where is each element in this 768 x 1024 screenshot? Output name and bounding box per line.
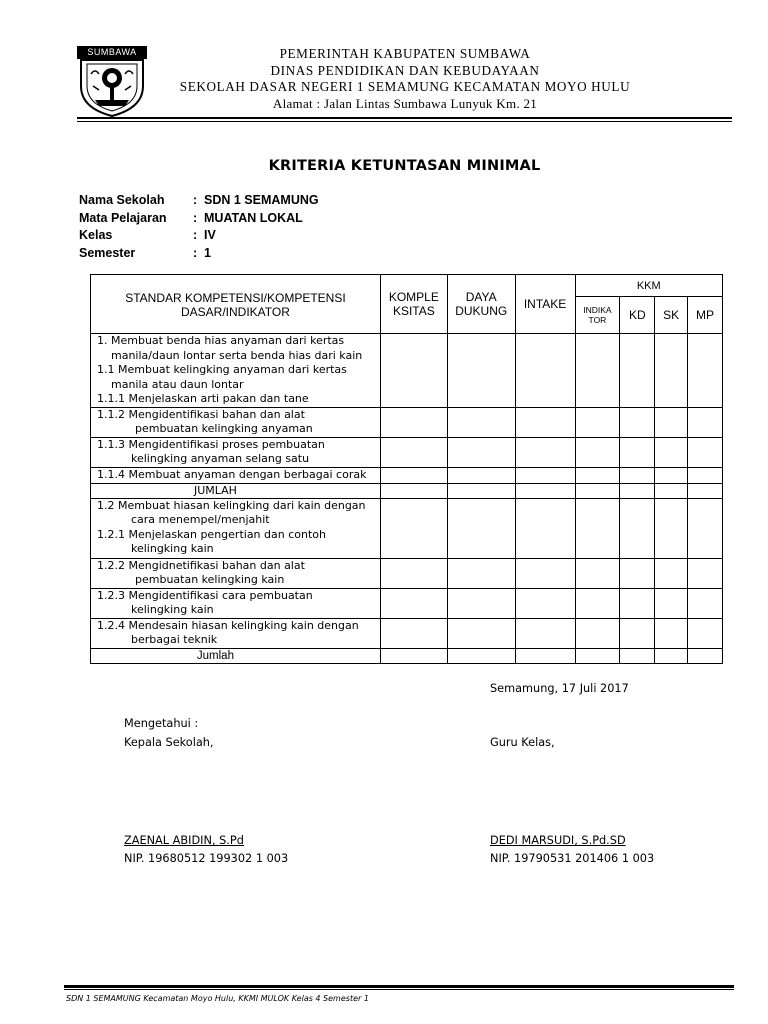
indicator-cell: 1.1.4 Membuat anyaman dengan berbagai corak <box>91 467 381 483</box>
score-cell[interactable] <box>447 437 515 467</box>
score-cell[interactable] <box>515 618 575 648</box>
table-row <box>91 558 723 588</box>
score-cell[interactable] <box>620 334 655 408</box>
score-cell[interactable] <box>575 437 620 467</box>
sign-guru-role: Guru Kelas, <box>490 736 555 749</box>
kop-line-1: PEMERINTAH KABUPATEN SUMBAWA <box>279 46 531 61</box>
score-cell[interactable] <box>620 407 655 437</box>
header-standar-kompetensi: STANDAR KOMPETENSI/KOMPETENSI DASAR/INDIKATOR <box>91 275 381 334</box>
score-cell[interactable] <box>655 483 688 498</box>
info-label: Nama Sekolah <box>79 193 165 207</box>
score-cell[interactable] <box>575 483 620 498</box>
score-cell[interactable] <box>688 648 723 663</box>
score-cell[interactable] <box>380 467 447 483</box>
score-cell[interactable] <box>655 407 688 437</box>
score-cell[interactable] <box>688 407 723 437</box>
info-value: 1 <box>204 245 211 260</box>
score-cell[interactable] <box>380 648 447 663</box>
sign-kepala-role: Kepala Sekolah, <box>124 736 214 749</box>
footer-rule-thin <box>64 989 734 990</box>
score-cell[interactable] <box>447 618 515 648</box>
score-cell[interactable] <box>688 588 723 618</box>
score-cell[interactable] <box>575 588 620 618</box>
table-row <box>91 618 723 648</box>
score-cell[interactable] <box>688 334 723 408</box>
score-cell[interactable] <box>688 467 723 483</box>
score-cell[interactable] <box>575 648 620 663</box>
sign-kepala-nip: NIP. 19680512 199302 1 003 <box>124 852 289 865</box>
indicator-cell: 1.1.2 Mengidentifikasi bahan dan alat pembuatan kelingking anyaman <box>91 407 381 437</box>
score-cell[interactable] <box>380 498 447 558</box>
indicator-cell: 1. Membuat benda hias anyaman dari kertas manila/daun lontar serta benda hias dari kain 1.1 Membuat kelingking anyaman dari kertas manila atau daun lontar 1.1.1 Menjelaskan arti pakan dan tane <box>91 334 381 408</box>
score-cell[interactable] <box>620 588 655 618</box>
header-indikator: INDIKA TOR <box>575 297 620 334</box>
info-label: Semester <box>79 245 136 260</box>
header-kd: KD <box>620 297 655 334</box>
score-cell[interactable] <box>380 618 447 648</box>
header-daya-dukung: DAYA DUKUNG <box>447 275 515 334</box>
table-row <box>91 437 723 467</box>
table-row-total <box>91 648 723 663</box>
kop-line-3: SEKOLAH DASAR NEGERI 1 SEMAMUNG KECAMATAN MOYO HULU <box>179 79 631 94</box>
indicator-cell: 1.2 Membuat hiasan kelingking dari kain dengan cara menempel/menjahit 1.2.1 Menjelaskan pengertian dan contoh kelingking kain <box>91 498 381 558</box>
info-value: IV <box>204 228 216 242</box>
score-cell[interactable] <box>620 467 655 483</box>
header-mp: MP <box>688 297 723 334</box>
score-cell[interactable] <box>447 407 515 437</box>
score-cell[interactable] <box>447 483 515 498</box>
score-cell[interactable] <box>515 588 575 618</box>
score-cell[interactable] <box>655 498 688 558</box>
info-value: SDN 1 SEMAMUNG <box>204 193 319 207</box>
document-title: KRITERIA KETUNTASAN MINIMAL <box>268 158 541 174</box>
header-sk: SK <box>655 297 688 334</box>
score-cell[interactable] <box>515 498 575 558</box>
info-label: Kelas <box>79 228 113 242</box>
score-cell[interactable] <box>515 558 575 588</box>
score-cell[interactable] <box>575 558 620 588</box>
score-cell[interactable] <box>447 588 515 618</box>
total-label: Jumlah <box>91 648 381 663</box>
score-cell[interactable] <box>380 334 447 408</box>
indicator-cell: 1.2.2 Mengidnetifikasi bahan dan alat pembuatan kelingking kain <box>91 558 381 588</box>
logo-text: SUMBAWA <box>77 46 147 59</box>
page-footer: SDN 1 SEMAMUNG Kecamatan Moyo Hulu, KKMI MULOK Kelas 4 Semester 1 <box>66 994 369 1003</box>
table-row <box>91 467 723 483</box>
score-cell[interactable] <box>688 498 723 558</box>
score-cell[interactable] <box>515 407 575 437</box>
info-separator: : <box>193 245 198 260</box>
score-cell[interactable] <box>515 467 575 483</box>
score-cell[interactable] <box>515 648 575 663</box>
score-cell[interactable] <box>655 467 688 483</box>
letterhead-rule-thin <box>77 121 732 122</box>
score-cell[interactable] <box>655 618 688 648</box>
score-cell[interactable] <box>655 588 688 618</box>
kkm-table <box>90 274 723 664</box>
score-cell[interactable] <box>380 437 447 467</box>
indicator-cell: 1.2.4 Mendesain hiasan kelingking kain dengan berbagai teknik <box>91 618 381 648</box>
header-intake: INTAKE <box>515 275 575 334</box>
score-cell[interactable] <box>620 437 655 467</box>
sumbawa-logo <box>77 46 147 118</box>
sign-kepala-name: ZAENAL ABIDIN, S.Pd <box>124 834 244 847</box>
info-separator: : <box>193 210 198 225</box>
score-cell[interactable] <box>655 648 688 663</box>
score-cell[interactable] <box>620 498 655 558</box>
footer-rule-thick <box>64 985 734 988</box>
info-separator: : <box>193 193 198 207</box>
sign-mengetahui: Mengetahui : <box>124 717 199 730</box>
letterhead-rule-thick <box>77 117 732 119</box>
table-row-total <box>91 483 723 498</box>
indicator-cell: 1.2.3 Mengidentifikasi cara pembuatan kelingking kain <box>91 588 381 618</box>
shield-emblem-icon <box>77 56 147 118</box>
table-header-row <box>91 275 723 297</box>
header-kompleksitas: KOMPLE KSITAS <box>380 275 447 334</box>
score-cell[interactable] <box>575 498 620 558</box>
table-row <box>91 588 723 618</box>
score-cell[interactable] <box>575 618 620 648</box>
sign-date: Semamung, 17 Juli 2017 <box>490 682 629 695</box>
score-cell[interactable] <box>575 467 620 483</box>
score-cell[interactable] <box>655 334 688 408</box>
score-cell[interactable] <box>447 558 515 588</box>
score-cell[interactable] <box>447 648 515 663</box>
score-cell[interactable] <box>620 483 655 498</box>
score-cell[interactable] <box>447 467 515 483</box>
header-kkm: KKM <box>575 275 723 297</box>
score-cell[interactable] <box>447 334 515 408</box>
score-cell[interactable] <box>688 483 723 498</box>
score-cell[interactable] <box>620 558 655 588</box>
score-cell[interactable] <box>655 558 688 588</box>
indicator-cell: 1.1.3 Mengidentifikasi proses pembuatan kelingking anyaman selang satu <box>91 437 381 467</box>
letterhead <box>150 46 660 112</box>
table-row <box>91 407 723 437</box>
info-separator: : <box>193 228 198 242</box>
score-cell[interactable] <box>515 483 575 498</box>
kop-address: Alamat : Jalan Lintas Sumbawa Lunyuk Km. 21 <box>272 95 538 111</box>
score-cell[interactable] <box>620 648 655 663</box>
kop-line-2: DINAS PENDIDIKAN DAN KEBUDAYAAN <box>270 62 540 78</box>
score-cell[interactable] <box>515 437 575 467</box>
table-row <box>91 498 723 558</box>
score-cell[interactable] <box>380 407 447 437</box>
table-row <box>91 334 723 408</box>
score-cell[interactable] <box>515 334 575 408</box>
info-value: MUATAN LOKAL <box>204 210 303 225</box>
score-cell[interactable] <box>380 483 447 498</box>
score-cell[interactable] <box>575 407 620 437</box>
score-cell[interactable] <box>688 618 723 648</box>
score-cell[interactable] <box>380 558 447 588</box>
score-cell[interactable] <box>688 437 723 467</box>
total-label: JUMLAH <box>91 483 381 498</box>
score-cell[interactable] <box>655 437 688 467</box>
score-cell[interactable] <box>380 588 447 618</box>
sign-guru-name: DEDI MARSUDI, S.Pd.SD <box>490 834 626 847</box>
score-cell[interactable] <box>688 558 723 588</box>
score-cell[interactable] <box>620 618 655 648</box>
score-cell[interactable] <box>447 498 515 558</box>
info-label: Mata Pelajaran <box>79 210 167 225</box>
sign-guru-nip: NIP. 19790531 201406 1 003 <box>490 852 655 865</box>
score-cell[interactable] <box>575 334 620 408</box>
